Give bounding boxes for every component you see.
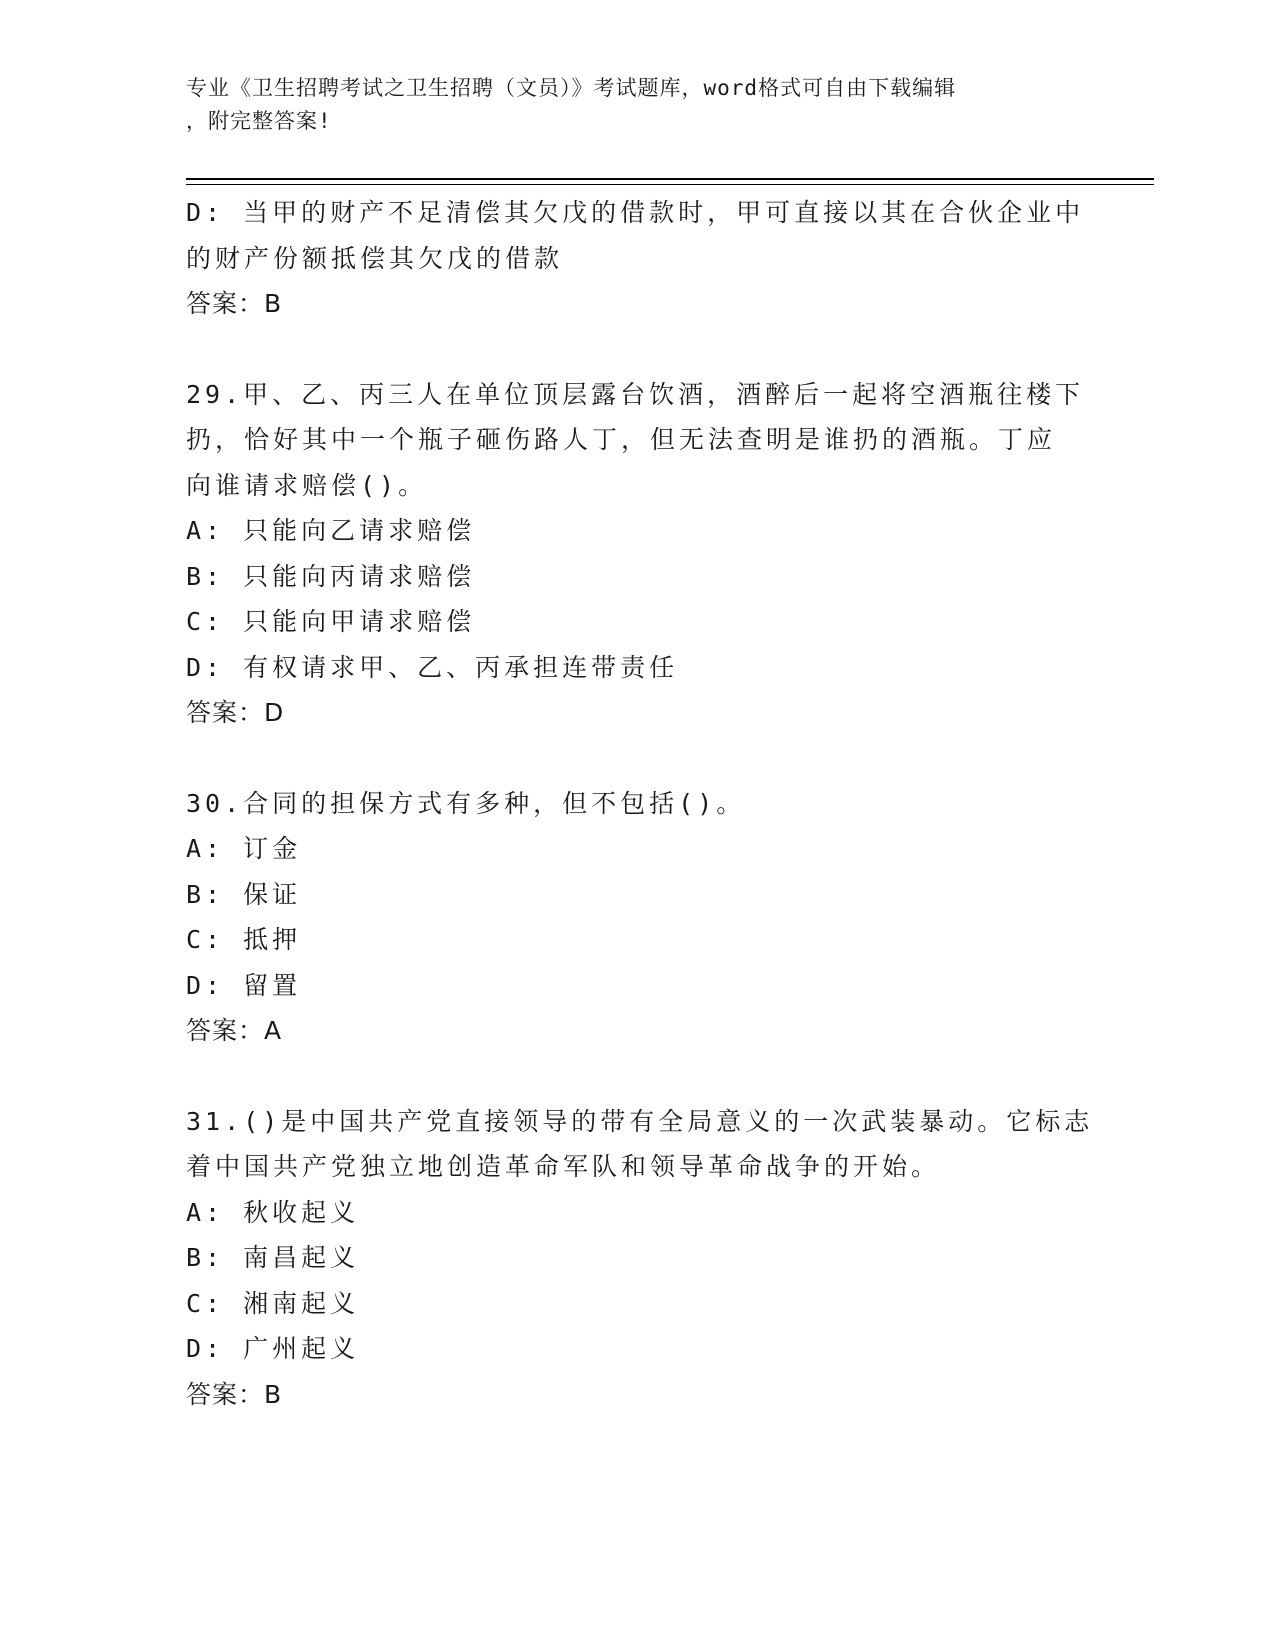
option-b: B: 南昌起义 [186, 1243, 360, 1272]
question-text: 向谁请求赔偿()。 [186, 470, 428, 500]
option-d: D: 广州起义 [186, 1334, 360, 1363]
question-30 [186, 781, 1066, 1054]
option-a: A: 只能向乙请求赔偿 [186, 516, 476, 545]
option-a: A: 秋收起义 [186, 1197, 360, 1227]
option-d: D: 当甲的财产不足清偿其欠戊的借款时，甲可直接以其在合伙企业中 [186, 198, 1085, 227]
option-c: C: 只能向甲请求赔偿 [186, 607, 476, 636]
option-d: 的财产份额抵偿其欠戊的借款 [186, 243, 564, 273]
header-line: ，附完整答案! [186, 109, 332, 133]
option-a: A: 订金 [186, 834, 302, 863]
answer: 答案：D [186, 698, 285, 727]
option-c: C: 湘南起义 [186, 1288, 360, 1318]
question-text: 扔，恰好其中一个瓶子砸伤路人丁，但无法查明是谁扔的酒瓶。丁应 [186, 425, 1057, 454]
option-b: B: 保证 [186, 879, 302, 909]
question-text: 着中国共产党独立地创造革命军队和领导革命战争的开始。 [186, 1152, 941, 1181]
option-b: B: 只能向丙请求赔偿 [186, 561, 476, 591]
question-29 [186, 372, 1085, 736]
answer: 答案：B [186, 1379, 283, 1409]
option-d: D: 留置 [186, 970, 302, 1000]
header-line: 专业《卫生招聘考试之卫生招聘（文员）》考试题库，word格式可自由下载编辑 [186, 76, 957, 100]
header-divider-thin [186, 184, 1154, 185]
header-divider-thick [186, 178, 1154, 180]
answer: 答案：B [186, 289, 283, 318]
option-c: C: 抵押 [186, 925, 302, 954]
question-text: 30.合同的担保方式有多种，但不包括()。 [186, 788, 746, 818]
question-text: 29.甲、乙、丙三人在单位顶层露台饮酒，酒醉后一起将空酒瓶往楼下 [186, 379, 1085, 409]
question-content [186, 190, 1094, 1417]
answer: 答案：A [186, 1016, 283, 1045]
question-31 [186, 1099, 1094, 1418]
document-header [186, 72, 1066, 138]
question-text: 31.()是中国共产党直接领导的带有全局意义的一次武装暴动。它标志 [186, 1106, 1094, 1136]
option-d: D: 有权请求甲、乙、丙承担连带责任 [186, 652, 679, 682]
